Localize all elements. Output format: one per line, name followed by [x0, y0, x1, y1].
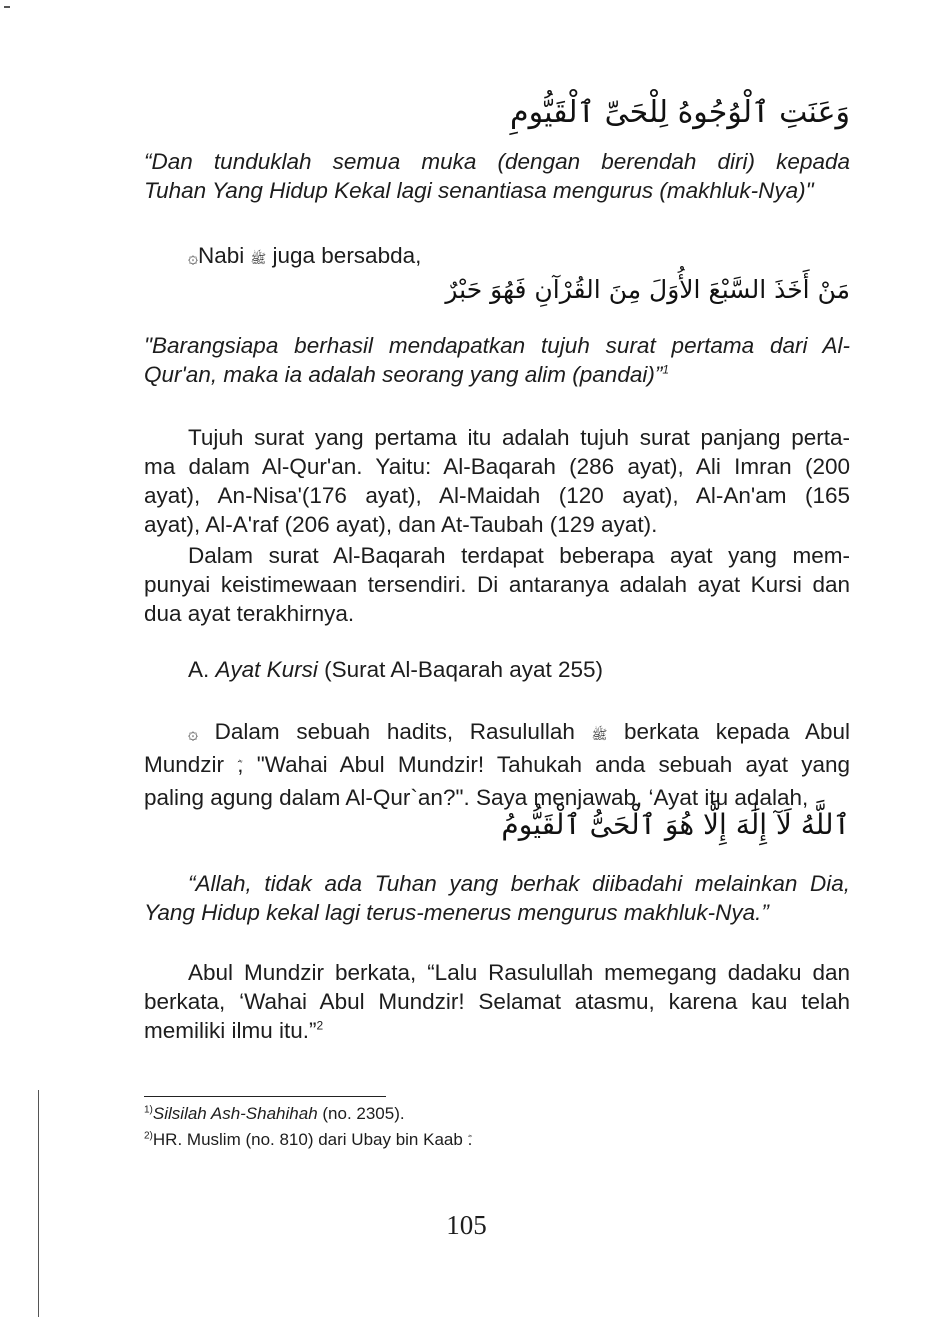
paragraph-line: Tujuh surat yang pertama itu adalah tujuh surat panjang perta- [188, 425, 850, 450]
arabic-verse-taha: وَعَنَتِ ٱلْوُجُوهُ لِلْحَىِّ ٱلْقَيُّومِ [510, 95, 850, 130]
paragraph-line [144, 717, 850, 750]
footnote-text: HR. Muslim (no. 810) dari Ubay bin Kaab [152, 1130, 463, 1149]
section-letter: A. [188, 657, 210, 682]
hadith-intro-prefix: Nabi [197, 243, 245, 268]
body-paragraph-1 [144, 423, 850, 539]
hadith-paragraph [144, 717, 850, 812]
flower-icon: ۞ [188, 724, 198, 744]
paragraph-line: dua ayat terakhirnya. [144, 601, 355, 626]
paragraph-line: berkata, ‘Wahai Abul Mundzir! Selamat atasmu, karena kau telah [144, 989, 850, 1014]
verse-taha-translation [144, 147, 850, 205]
paragraph-line: ma dalam Al-Qur'an. Yaitu: Al-Baqarah (286 ayat), Ali Imran (200 [144, 454, 850, 479]
paragraph-line: Dalam surat Al-Baqarah terdapat beberapa ayat yang mem- [188, 543, 850, 568]
arabic-hadith-seven: مَنْ أَخَذَ السَّبْعَ الأُوَلَ مِنَ القُرْآنِ فَهُوَ حَبْرٌ [445, 275, 850, 304]
footnote-ref-2: 2 [316, 1018, 324, 1033]
footnote-ref-1: 1 [662, 362, 670, 377]
line-text: Dalam sebuah hadits, Rasulullah [214, 719, 575, 744]
body-paragraph-3 [144, 958, 850, 1045]
scan-mark [38, 1090, 39, 1317]
footnote-text: (no. 2305). [317, 1104, 405, 1123]
paragraph-line [144, 750, 850, 783]
paragraph-line: punyai keistimewaan tersendiri. Di antaranya adalah ayat Kursi dan [144, 572, 850, 597]
hadith-seven-translation [144, 331, 850, 389]
arabic-ayat-kursi: ٱللَّهُ لَآ إِلَٰهَ إِلَّا هُوَ ٱلْحَىُّ ٱلْقَيُّومُ [501, 808, 850, 841]
page-number: 105 [446, 1210, 487, 1240]
footnote-2 [144, 1129, 472, 1152]
flower-icon: ۞ [188, 248, 198, 268]
paragraph-line: ayat), An-Nisa'(176 ayat), Al-Maidah (120 ayat), Al-An'am (165 [144, 483, 850, 508]
translation-line: Yang Hidup kekal lagi terus-menerus mengurus makhluk-Nya.” [144, 900, 769, 925]
line-text: memiliki ilmu itu.” [144, 1018, 317, 1043]
paragraph-line: paling agung dalam Al-Qur`an?". Saya menjawab, ‘Ayat itu adalah, [144, 785, 809, 810]
line-text: , "Wahai Abul Mundzir! Tahukah anda sebuah ayat yang [237, 752, 850, 777]
section-subtitle: (Surat Al-Baqarah ayat 255) [324, 657, 604, 682]
translation-line: Tuhan Yang Hidup Kekal lagi senantiasa mengurus (makhluk-Nya)" [144, 178, 814, 203]
translation-text: Qur'an, maka ia adalah seorang yang alim (pandai)” [144, 362, 663, 387]
paragraph-line: ayat), Al-A'raf (206 ayat), dan At-Taubah (129 ayat). [144, 512, 658, 537]
honorific-icon: ﷺ [250, 252, 267, 267]
translation-line: "Barangsiapa berhasil mendapatkan tujuh surat pertama dari Al- [144, 333, 850, 358]
footnote-1 [144, 1103, 405, 1125]
section-heading [188, 655, 788, 684]
footnote-end: . [467, 1130, 473, 1149]
footnote-ref: 2) [144, 1130, 153, 1142]
scan-mark [4, 6, 10, 8]
honorific-icon: ﷺ [591, 728, 608, 743]
paragraph-line [144, 1016, 850, 1045]
translation-line: “Dan tunduklah semua muka (dengan berendah diri) kepada [144, 149, 850, 174]
line-text: berkata kepada Abul [623, 719, 850, 744]
footnote-divider [144, 1096, 386, 1097]
hadith-intro-suffix: juga bersabda, [272, 243, 422, 268]
body-paragraph-2 [144, 541, 850, 628]
ayat-kursi-translation [144, 869, 850, 927]
line-text: Mundzir [144, 752, 225, 777]
footnote-ref: 1) [144, 1104, 153, 1116]
footnote-title: Silsilah Ash-Shahihah [152, 1104, 318, 1123]
section-title: Ayat Kursi [215, 657, 318, 682]
translation-line: “Allah, tidak ada Tuhan yang berhak diibadahi melainkan Dia, [188, 871, 850, 896]
paragraph-line: Abul Mundzir berkata, “Lalu Rasulullah memegang dadaku dan [188, 960, 850, 985]
translation-line [144, 360, 850, 389]
